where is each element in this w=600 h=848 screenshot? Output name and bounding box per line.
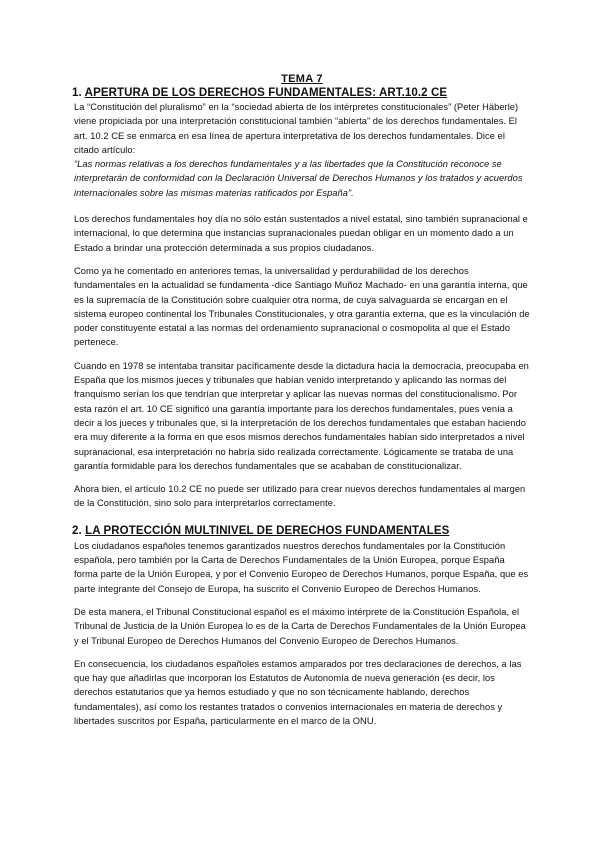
section-1-paragraph-4: Cuando en 1978 se intentaba transitar pacíficamente desde la dictadura hacia la democracia, preocupaba en España que los mismos jueces y tribunales que habían venido interpretando y aplicando las normas del franquismo serían los que tendrían que interpretar y aplicar las nuevas normas del constitucionalismo. Por esta razón el art. 10 CE significó una garantía importante para los derechos fundamentales, pues venía a decir a los jueces y tribunales que, si la interpretación de los derechos fundamentales que estaban haciendo era muy diferente a la forma en que esos mismos derechos fundamentales habían sido interpretados a nivel supranacional, esa interpretación no habría sido realizada correctamente. Lógicamente se trataba de una garantía formidable para los derechos fundamentales que se acababan de constitucionalizar.: [74, 360, 529, 471]
section-1-paragraph-5: Ahora bien, el artículo 10.2 CE no puede ser utilizado para crear nuevos derechos fundamentales al margen de la Constitución, sino solo para interpretarlos correctamente.: [74, 484, 526, 509]
section-2-paragraph-3: En consecuencia, los ciudadanos españoles estamos amparados por tres declaraciones de derechos, a las que hay que añadirlas que incorporan los Estatutos de Autonomía de nueva generación (es decir, los derechos estatutarios que ya hemos estudiado y que no son técnicamente hablando, derechos fundamentales), así como los restantes tratados o convenios internacionales en materia de derechos y libertades suscritos por España, particularmente en el marco de la ONU.: [74, 658, 522, 726]
section-2-paragraph-1: Los ciudadanos españoles tenemos garantizados nuestros derechos fundamentales por la Constitución española, pero también por la Carta de Derechos Fundamentales de la Unión Europea, porque España forma parte de la Unión Europea, y por el Convenio Europeo de Derechos Humanos, porque España, que es parte integrante del Consejo de Europa, ha suscrito el Convenio Europeo de Derechos Humanos.: [74, 540, 529, 594]
section-2-paragraph-2: De esta manera, el Tribunal Constitucional español es el máximo intérprete de la Constitución Española, el Tribunal de Justicia de la Unión Europea lo es de la Carta de Derechos Fundamentales de la Unión Europea y el Tribunal Europeo de Derechos Humanos del Convenio Europeo de Derechos Humanos.: [74, 606, 526, 646]
page-title: TEMA 7: [281, 73, 323, 85]
section-2-heading: [72, 525, 530, 537]
section-1-paragraph-3: Como ya he comentado en anteriores temas, la universalidad y perdurabilidad de los derechos fundamentales en la actualidad se fundamenta -dice Santiago Muñoz Machado- en una garantía interna, que es la supremacía de la Constitución sobre cualquier otra norma, de cuya salvaguarda se encargan en el sistema europeo continental los Tribunales Constitucionales, y otra garantía externa, que es la vinculación de poder constituyente estatal a las normas del ordenamiento supranacional o cosmopolita al que el Estado pertenece.: [74, 265, 530, 348]
section-1-heading: [72, 87, 530, 99]
section-2-number: 2.: [72, 524, 82, 537]
section-1-title: APERTURA DE LOS DERECHOS FUNDAMENTALES: ART.10.2 CE: [84, 87, 448, 99]
section-1-paragraph-2: Los derechos fundamentales hoy día no sólo están sustentados a nivel estatal, sino también supranacional e internacional, lo que determina que instancias supranacionales puedan obligar en un momento dado a un Estado a brindar una protección determinada a sus propios ciudadanos.: [74, 214, 528, 253]
section-2-title: LA PROTECCIÓN MULTINIVEL DE DERECHOS FUNDAMENTALES: [85, 524, 450, 537]
section-1-number: 1.: [72, 87, 82, 99]
article-quote: “Las normas relativas a los derechos fundamentales y a las libertades que la Constitución reconoce se interpretarán de conformidad con la Declaración Universal de Derechos Humanos y los tratados y acuerdos internacionales sobre las mismas materias ratificados por España”.: [74, 159, 523, 198]
section-1-intro: La “Constitución del pluralismo” en la “sociedad abierta de los intérpretes constitucionales” (Peter Häberle) viene propiciada por una interpretación constitucional también “abierta” de los derechos fundamentales. El art. 10.2 CE se enmarca en esa línea de apertura interpretativa de los derechos fundamentales. Dice el citado artículo:: [74, 102, 519, 155]
